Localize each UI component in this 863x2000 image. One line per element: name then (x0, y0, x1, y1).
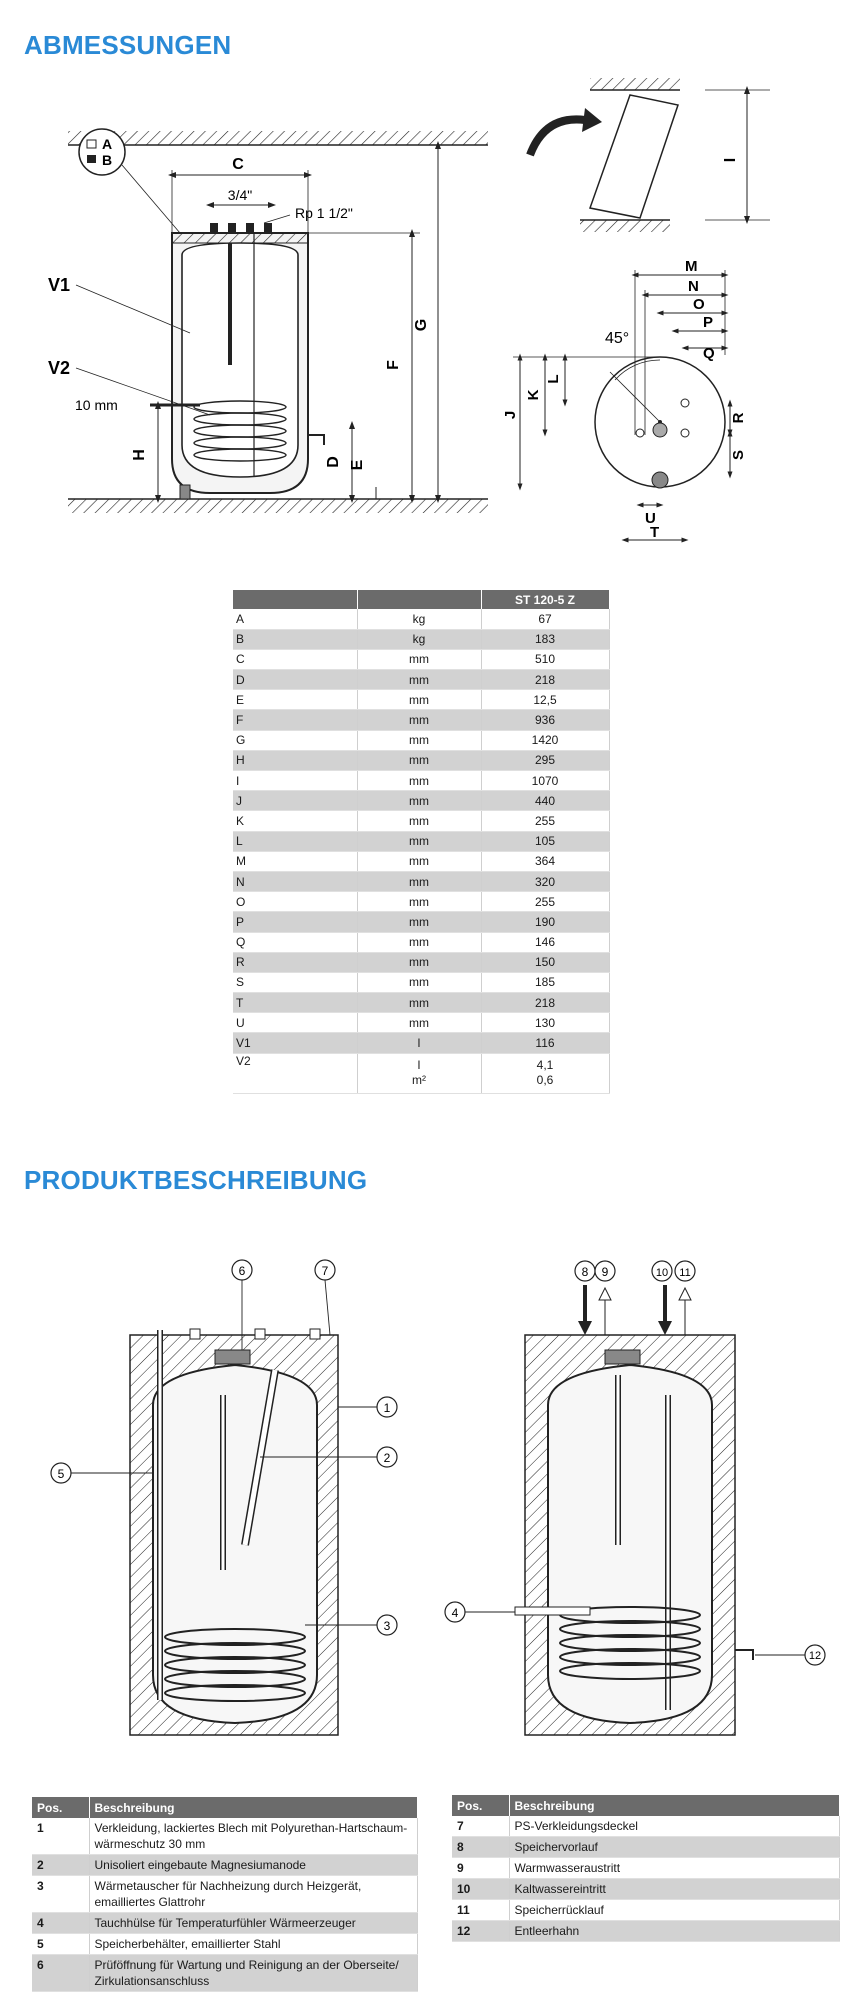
dimension-table-row (233, 771, 609, 791)
dimension-cell-key: R (233, 952, 357, 972)
label-O: O (693, 296, 705, 313)
dimension-table-row (233, 609, 609, 629)
description-row (452, 1816, 839, 1837)
dimension-cell-value: 1420 (481, 730, 609, 750)
dimension-table-row (233, 649, 609, 669)
product-drawing-right (435, 1255, 835, 1745)
dimension-cell-value: 218 (481, 670, 609, 690)
header-model: ST 120-5 Z (481, 590, 609, 609)
dimension-cell-value: 936 (481, 710, 609, 730)
dimension-table-row (233, 972, 609, 992)
description-row (452, 1900, 839, 1921)
header-description: Beschreibung (89, 1797, 417, 1818)
description-text: Entleerhahn (509, 1921, 839, 1942)
label-F: F (385, 360, 402, 370)
description-table-left (32, 1797, 418, 1992)
dimension-cell-value: 105 (481, 831, 609, 851)
description-pos: 11 (452, 1900, 509, 1921)
dimension-cell-key: P (233, 912, 357, 932)
dimension-cell-value: 320 (481, 871, 609, 891)
header-pos: Pos. (32, 1797, 89, 1818)
dimension-cell-unit: mm (357, 811, 481, 831)
section-title-dimensions: ABMESSUNGEN (24, 30, 232, 60)
label-K: K (525, 389, 542, 401)
label-R: R (730, 412, 747, 424)
dimension-cell-value: 255 (481, 892, 609, 912)
dimension-cell-unit_2: m² (412, 1073, 426, 1088)
dimension-drawing-front (40, 115, 500, 535)
dimension-table-row (233, 629, 609, 649)
callout-11: 11 (679, 1267, 691, 1279)
label-J: J (502, 410, 519, 420)
description-text: Tauchhülse für Temperaturfühler Wärmeerzeuger (89, 1913, 417, 1934)
callout-7: 7 (321, 1264, 329, 1278)
description-pos: 9 (452, 1858, 509, 1879)
dimension-table-row (233, 1033, 609, 1053)
callout-4: 4 (451, 1606, 459, 1620)
description-row (452, 1858, 839, 1879)
flow-out-icon (599, 1288, 611, 1300)
dimension-table-row (233, 1053, 609, 1093)
label-thread-34: 3/4" (227, 187, 253, 203)
label-V2: V2 (48, 358, 71, 378)
description-pos: 12 (452, 1921, 509, 1942)
dimension-cell-unit: mm (357, 932, 481, 952)
callout-3: 3 (383, 1619, 391, 1633)
dimension-table-row (233, 932, 609, 952)
dimension-cell-key: L (233, 831, 357, 851)
dimension-table-row (233, 871, 609, 891)
description-pos: 10 (452, 1879, 509, 1900)
callout-12: 12 (808, 1650, 822, 1662)
description-row (32, 1818, 417, 1855)
dimension-table-row (233, 670, 609, 690)
description-text: Speicherbehälter, emaillierter Stahl (89, 1934, 417, 1955)
dimension-table-row (233, 690, 609, 710)
description-row (32, 1876, 417, 1913)
dimension-cell-value: 255 (481, 811, 609, 831)
callout-1: 1 (383, 1401, 391, 1415)
dimension-cell-value: 1070 (481, 771, 609, 791)
dimension-cell-value: 295 (481, 750, 609, 770)
callout-2: 2 (383, 1451, 391, 1465)
dimension-cell-key: C (233, 649, 357, 669)
label-Q: Q (703, 345, 715, 362)
description-pos: 2 (32, 1855, 89, 1876)
description-pos: 3 (32, 1876, 89, 1913)
dimension-cell-unit_1: l (417, 1058, 421, 1073)
flow-in-icon (578, 1321, 592, 1335)
label-D: D (325, 456, 342, 468)
dimension-cell-unit: l (357, 1033, 481, 1053)
dimension-cell-key: D (233, 670, 357, 690)
dimension-cell-unit: mm (357, 952, 481, 972)
label-thread-rp: Rp 1 1/2" (295, 205, 353, 221)
dimension-cell-unit: mm (357, 912, 481, 932)
dimension-cell-value: 130 (481, 1013, 609, 1033)
description-pos: 1 (32, 1818, 89, 1855)
label-N: N (688, 278, 699, 295)
dimension-table (233, 590, 610, 1094)
description-row (32, 1913, 417, 1934)
dimension-cell-key: V2 (233, 1053, 357, 1093)
dimension-cell-value: 440 (481, 791, 609, 811)
dimension-cell-unit: mm (357, 851, 481, 871)
dimension-cell-unit: mm (357, 871, 481, 891)
dimension-table-row (233, 750, 609, 770)
dimension-cell-value: 12,5 (481, 690, 609, 710)
description-table-right (452, 1795, 840, 1942)
dimension-cell-unit: mm (357, 750, 481, 770)
header-cell (233, 590, 357, 609)
dimension-cell-unit: mm (357, 993, 481, 1013)
dimension-cell-unit: kg (357, 629, 481, 649)
product-drawing-left (45, 1255, 410, 1745)
dimension-cell-unit: mm (357, 730, 481, 750)
dimension-table-row (233, 851, 609, 871)
dimension-cell-unit: mm (357, 710, 481, 730)
dimension-table-row (233, 730, 609, 750)
label-S: S (730, 449, 747, 461)
dimension-drawing-tilt (530, 70, 780, 250)
dimension-cell-unit: mm (357, 972, 481, 992)
description-row (452, 1879, 839, 1900)
dimension-cell-value: 218 (481, 993, 609, 1013)
dimension-cell-unit: mm (357, 771, 481, 791)
description-text: Speichervorlauf (509, 1837, 839, 1858)
description-pos: 7 (452, 1816, 509, 1837)
dimension-cell-value: 510 (481, 649, 609, 669)
description-pos: 4 (32, 1913, 89, 1934)
dimension-cell-key: K (233, 811, 357, 831)
dimension-table-header (233, 590, 609, 609)
dimension-table-row (233, 1013, 609, 1033)
dimension-table-row (233, 710, 609, 730)
dimension-cell-value: 183 (481, 629, 609, 649)
dimension-cell-key: Q (233, 932, 357, 952)
description-text: Warmwasseraustritt (509, 1858, 839, 1879)
dimension-table-row (233, 811, 609, 831)
dimension-cell-value_1: 4,1 (536, 1058, 554, 1073)
label-G: G (413, 318, 430, 332)
dimension-cell-value: 150 (481, 952, 609, 972)
description-row (32, 1955, 417, 1992)
description-text: Wärmetauscher für Nachheizung durch Heizgerät, emailliertes Glattrohr (89, 1876, 417, 1913)
dimension-cell-key: U (233, 1013, 357, 1033)
dimension-cell-key: O (233, 892, 357, 912)
label-spacing: 10 mm (75, 397, 118, 413)
header-pos: Pos. (452, 1795, 509, 1816)
dimension-cell-unit: mm (357, 670, 481, 690)
description-pos: 8 (452, 1837, 509, 1858)
dimension-cell-unit: mm (357, 649, 481, 669)
dimension-cell-unit: mm (357, 892, 481, 912)
dimension-cell-unit: mm (357, 1013, 481, 1033)
dimension-table-row (233, 791, 609, 811)
description-text: Speicherrücklauf (509, 1900, 839, 1921)
dimension-cell-key: F (233, 710, 357, 730)
label-L: L (545, 374, 562, 384)
description-pos: 5 (32, 1934, 89, 1955)
dimension-cell-value: 116 (481, 1033, 609, 1053)
description-row (32, 1934, 417, 1955)
dimension-table-row (233, 912, 609, 932)
callout-5: 5 (57, 1467, 65, 1481)
label-B: B (102, 152, 113, 168)
dimension-cell-value: 146 (481, 932, 609, 952)
description-row (32, 1855, 417, 1876)
label-V1: V1 (48, 275, 71, 295)
dimension-cell-key: N (233, 871, 357, 891)
dimension-cell-key: T (233, 993, 357, 1013)
callout-8: 8 (581, 1265, 589, 1279)
flow-in-icon (658, 1321, 672, 1335)
dimension-table-row (233, 892, 609, 912)
label-M: M (685, 258, 698, 275)
callout-9: 9 (601, 1265, 609, 1279)
label-H: H (131, 449, 148, 461)
description-text: Prüföffnung für Wartung und Reinigung an der Oberseite/ Zirkulationsanschluss (89, 1955, 417, 1992)
dimension-cell-key: M (233, 851, 357, 871)
label-A: A (102, 136, 113, 152)
dimension-cell-value: 185 (481, 972, 609, 992)
label-E: E (349, 459, 366, 471)
label-P: P (703, 314, 714, 331)
dimension-cell-value: 190 (481, 912, 609, 932)
description-text: Unisoliert eingebaute Magnesiumanode (89, 1855, 417, 1876)
dimension-table-row (233, 993, 609, 1013)
description-text: Verkleidung, lackiertes Blech mit Polyurethan-Hartschaum-wärmeschutz 30 mm (89, 1818, 417, 1855)
dimension-table-row (233, 952, 609, 972)
flow-out-icon (679, 1288, 691, 1300)
dimension-cell-key: S (233, 972, 357, 992)
dimension-cell-key: V1 (233, 1033, 357, 1053)
dimension-cell-key: A (233, 609, 357, 629)
callout-6: 6 (238, 1264, 246, 1278)
description-row (452, 1921, 839, 1942)
dimension-cell-key: I (233, 771, 357, 791)
rotate-arrow-icon (530, 119, 585, 155)
dimension-cell-value: 67 (481, 609, 609, 629)
dimension-cell-unit: mm (357, 831, 481, 851)
label-T: T (650, 524, 660, 541)
dimension-cell-key: J (233, 791, 357, 811)
description-pos: 6 (32, 1955, 89, 1992)
dimension-cell-key: B (233, 629, 357, 649)
callout-10: 10 (655, 1267, 669, 1279)
dimension-cell-unit: kg (357, 609, 481, 629)
section-title-product: PRODUKTBESCHREIBUNG (24, 1165, 368, 1195)
header-description: Beschreibung (509, 1795, 839, 1816)
label-I: I (722, 157, 739, 163)
dimension-cell-unit: mm (357, 690, 481, 710)
label-U: U (645, 510, 656, 527)
description-text: PS-Verkleidungsdeckel (509, 1816, 839, 1837)
dimension-cell-key: H (233, 750, 357, 770)
dimension-cell-key: G (233, 730, 357, 750)
description-row (452, 1837, 839, 1858)
dimension-cell-value: 364 (481, 851, 609, 871)
dimension-cell-key: E (233, 690, 357, 710)
header-cell (357, 590, 481, 609)
description-text: Kaltwassereintritt (509, 1879, 839, 1900)
label-angle: 45° (605, 330, 630, 347)
dimension-cell-unit: mm (357, 791, 481, 811)
dimension-drawing-top (502, 255, 775, 560)
dimension-table-row (233, 831, 609, 851)
label-C: C (232, 156, 244, 173)
dimension-cell-value_2: 0,6 (536, 1073, 554, 1088)
